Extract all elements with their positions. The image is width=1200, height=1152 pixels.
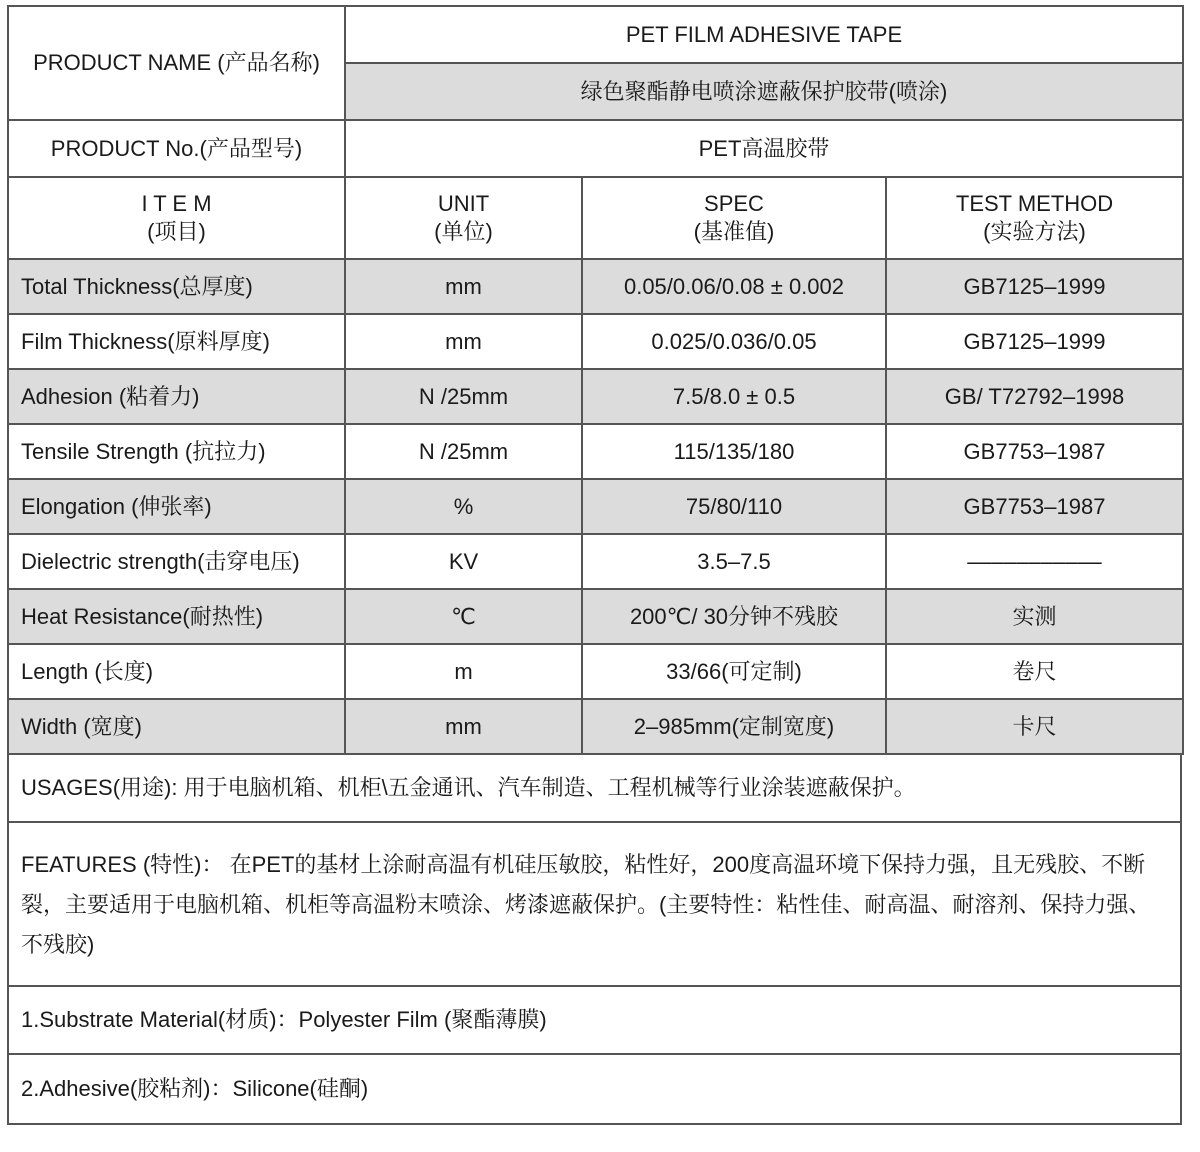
item-cell: Adhesion (粘着力) xyxy=(8,369,345,424)
item-cell: Elongation (伸张率) xyxy=(8,479,345,534)
spec-cell: 75/80/110 xyxy=(582,479,886,534)
col-method-header xyxy=(886,177,1183,259)
unit-cell: N /25mm xyxy=(345,369,582,424)
usages-section xyxy=(7,755,1182,823)
col-spec-en: SPEC xyxy=(704,191,764,216)
unit-cell: mm xyxy=(345,314,582,369)
product-name-row-en xyxy=(8,6,1183,63)
product-no-value: PET高温胶带 xyxy=(345,120,1183,177)
spec-cell: 200℃/ 30分钟不残胶 xyxy=(582,589,886,644)
col-unit-cn: (单位) xyxy=(434,219,493,244)
method-cell: GB7125–1999 xyxy=(886,314,1183,369)
item-cell: Heat Resistance(耐热性) xyxy=(8,589,345,644)
method-cell: GB7753–1987 xyxy=(886,424,1183,479)
table-row xyxy=(8,479,1183,534)
spec-sheet xyxy=(7,5,1182,1125)
table-row xyxy=(8,259,1183,314)
item-cell: Total Thickness(总厚度) xyxy=(8,259,345,314)
table-row xyxy=(8,644,1183,699)
product-name-cn: 绿色聚酯静电喷涂遮蔽保护胶带(喷涂) xyxy=(345,63,1183,120)
substrate-text: 1.Substrate Material(材质)：Polyester Film (聚酯薄膜) xyxy=(21,1007,547,1032)
product-no-row xyxy=(8,120,1183,177)
product-no-label: PRODUCT No.(产品型号) xyxy=(8,120,345,177)
table-row xyxy=(8,534,1183,589)
method-cell: GB7753–1987 xyxy=(886,479,1183,534)
method-cell: GB7125–1999 xyxy=(886,259,1183,314)
spec-cell: 3.5–7.5 xyxy=(582,534,886,589)
unit-cell: KV xyxy=(345,534,582,589)
col-spec-cn: (基准值) xyxy=(693,219,775,244)
col-item-header xyxy=(8,177,345,259)
features-text: FEATURES (特性)： 在PET的基材上涂耐高温有机硅压敏胶，粘性好，200度高温环境下保持力强，且无残胶、不断裂，主要适用于电脑机箱、机柜等高温粉末喷涂、烤漆遮蔽保护。(主要特性：粘性佳、耐高温、耐溶剂、保持力强、不残胶) xyxy=(21,852,1151,957)
spec-cell: 33/66(可定制) xyxy=(582,644,886,699)
col-unit-en: UNIT xyxy=(437,191,490,216)
unit-cell: ℃ xyxy=(345,589,582,644)
item-cell: Width (宽度) xyxy=(8,699,345,754)
item-cell: Film Thickness(原料厚度) xyxy=(8,314,345,369)
table-row xyxy=(8,314,1183,369)
spec-table xyxy=(7,5,1184,755)
item-cell: Tensile Strength (抗拉力) xyxy=(8,424,345,479)
column-header-row xyxy=(8,177,1183,259)
table-row xyxy=(8,424,1183,479)
method-cell: GB/ T72792–1998 xyxy=(886,369,1183,424)
col-item-cn: (项目) xyxy=(147,219,206,244)
spec-cell: 0.025/0.036/0.05 xyxy=(582,314,886,369)
method-cell: ––––––––––– xyxy=(886,534,1183,589)
table-row xyxy=(8,369,1183,424)
col-method-en: TEST METHOD xyxy=(955,191,1114,216)
substrate-section xyxy=(7,987,1182,1055)
col-unit-header xyxy=(345,177,582,259)
col-method-cn: (实验方法) xyxy=(983,219,1086,244)
item-cell: Dielectric strength(击穿电压) xyxy=(8,534,345,589)
spec-cell: 7.5/8.0 ± 0.5 xyxy=(582,369,886,424)
adhesive-section xyxy=(7,1055,1182,1125)
item-cell: Length (长度) xyxy=(8,644,345,699)
product-name-label: PRODUCT NAME (产品名称) xyxy=(8,6,345,120)
features-section xyxy=(7,823,1182,987)
unit-cell: % xyxy=(345,479,582,534)
method-cell: 卡尺 xyxy=(886,699,1183,754)
spec-cell: 0.05/0.06/0.08 ± 0.002 xyxy=(582,259,886,314)
usages-text: USAGES(用途): 用于电脑机箱、机柜\五金通讯、汽车制造、工程机械等行业涂装遮蔽保护。 xyxy=(21,775,916,800)
method-cell: 卷尺 xyxy=(886,644,1183,699)
unit-cell: N /25mm xyxy=(345,424,582,479)
unit-cell: mm xyxy=(345,259,582,314)
product-name-en: PET FILM ADHESIVE TAPE xyxy=(345,6,1183,63)
method-cell: 实测 xyxy=(886,589,1183,644)
col-item-en: I T E M xyxy=(141,191,212,216)
table-row xyxy=(8,589,1183,644)
spec-cell: 2–985mm(定制宽度) xyxy=(582,699,886,754)
adhesive-text: 2.Adhesive(胶粘剂)：Silicone(硅酮) xyxy=(21,1076,369,1101)
col-spec-header xyxy=(582,177,886,259)
unit-cell: m xyxy=(345,644,582,699)
unit-cell: mm xyxy=(345,699,582,754)
table-row xyxy=(8,699,1183,754)
spec-cell: 115/135/180 xyxy=(582,424,886,479)
